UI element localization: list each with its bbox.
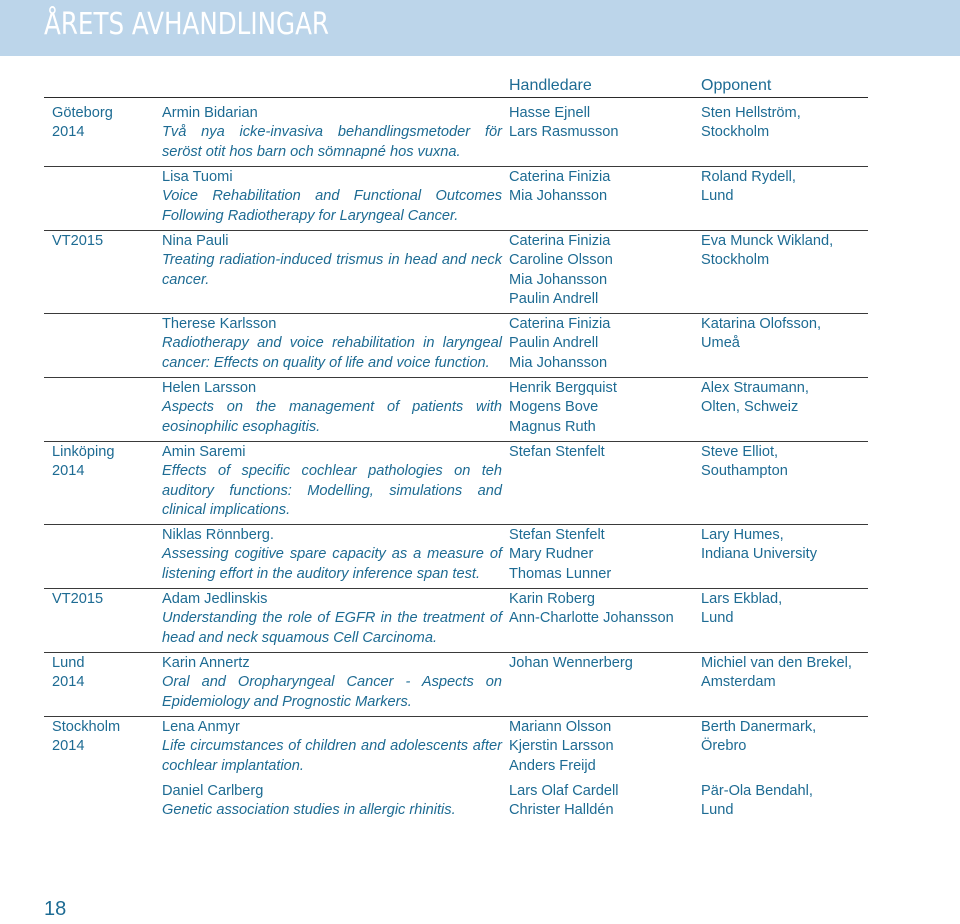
place-year: 2014	[52, 124, 85, 141]
supervisor-name: Lars Olaf Cardell	[509, 783, 619, 799]
supervisor-name: Henrik Bergquist	[509, 380, 617, 396]
thesis-title: Voice Rehabilitation and Functional Outcomes Following Radiotherapy for Laryngeal Cancer.	[162, 188, 502, 224]
row-divider	[44, 524, 868, 525]
opponent-cell	[701, 232, 881, 271]
table-row	[0, 441, 960, 524]
thesis-title: Life circumstances of children and adolescents after cochlear implantation.	[162, 738, 502, 774]
author-name: Niklas Rönnberg.	[162, 527, 274, 543]
table-row	[0, 102, 960, 166]
supervisor-cell	[509, 104, 694, 143]
opponent-cell	[701, 315, 881, 354]
thesis-title: Aspects on the management of patients with eosinophilic esophagitis.	[162, 399, 502, 435]
thesis-title: Radiotherapy and voice rehabilitation in laryngeal cancer: Effects on quality of life and voice function.	[162, 335, 502, 371]
place-name: VT2015	[52, 591, 104, 607]
supervisor-cell	[509, 782, 694, 821]
table-row	[0, 230, 960, 313]
row-divider	[44, 230, 868, 231]
opponent-cell	[701, 443, 881, 482]
thesis-cell	[162, 654, 502, 712]
supervisor-name: Johan Wennerberg	[509, 655, 633, 671]
thesis-cell	[162, 590, 502, 648]
author-name: Lisa Tuomi	[162, 169, 233, 185]
opponent-cell	[701, 654, 881, 693]
opponent-name: Steve Elliot,	[701, 444, 779, 460]
supervisor-cell	[509, 654, 694, 673]
opponent-location: Stockholm	[701, 124, 770, 141]
opponent-location: Amsterdam	[701, 674, 776, 691]
table-row	[0, 652, 960, 716]
opponent-cell	[701, 590, 881, 629]
place-year: 2014	[52, 463, 85, 480]
place-cell	[52, 104, 152, 143]
supervisor-name: Lars Rasmusson	[509, 124, 619, 141]
row-divider	[44, 716, 868, 717]
opponent-cell	[701, 168, 881, 207]
author-name: Armin Bidarian	[162, 105, 258, 121]
supervisor-name: Stefan Stenfelt	[509, 527, 605, 543]
thesis-cell	[162, 718, 502, 776]
place-name: Stockholm	[52, 719, 121, 735]
column-header-opponent: Opponent	[701, 77, 772, 94]
supervisor-name: Mariann Olsson	[509, 719, 612, 735]
opponent-location: Indiana University	[701, 546, 817, 563]
opponent-location: Umeå	[701, 335, 740, 352]
thesis-title: Assessing cogitive spare capacity as a measure of listening effort in the auditory inference span test.	[162, 546, 502, 582]
opponent-name: Eva Munck Wikland,	[701, 233, 834, 249]
supervisor-cell	[509, 232, 694, 310]
place-cell	[52, 654, 152, 693]
row-divider	[44, 377, 868, 378]
supervisor-name: Mia Johansson	[509, 188, 608, 205]
row-divider	[44, 166, 868, 167]
supervisor-name: Caterina Finizia	[509, 233, 611, 249]
opponent-name: Roland Rydell,	[701, 169, 796, 185]
table-row	[0, 313, 960, 377]
opponent-location: Lund	[701, 188, 734, 205]
table-row	[0, 524, 960, 588]
place-name: Göteborg	[52, 105, 113, 121]
opponent-cell	[701, 379, 881, 418]
table-row	[0, 716, 960, 780]
thesis-title: Effects of specific cochlear pathologies on teh auditory functions: Modelling, simulations and clinical implications.	[162, 463, 502, 519]
opponent-name: Pär-Ola Bendahl,	[701, 783, 813, 799]
opponent-name: Berth Danermark,	[701, 719, 817, 735]
author-name: Nina Pauli	[162, 233, 229, 249]
supervisor-name: Caroline Olsson	[509, 252, 613, 269]
author-name: Lena Anmyr	[162, 719, 240, 735]
thesis-title: Genetic association studies in allergic rhinitis.	[162, 802, 456, 819]
opponent-name: Alex Straumann,	[701, 380, 809, 396]
opponent-location: Örebro	[701, 738, 747, 755]
supervisor-name: Karin Roberg	[509, 591, 595, 607]
row-divider	[44, 441, 868, 442]
place-year: 2014	[52, 674, 85, 691]
place-name: VT2015	[52, 233, 104, 249]
supervisor-cell	[509, 168, 694, 207]
supervisor-name: Caterina Finizia	[509, 316, 611, 332]
opponent-name: Sten Hellström,	[701, 105, 801, 121]
thesis-cell	[162, 315, 502, 373]
supervisor-cell	[509, 718, 694, 776]
opponent-name: Lary Humes,	[701, 527, 784, 543]
supervisor-cell	[509, 526, 694, 584]
place-name: Lund	[52, 655, 85, 671]
supervisor-name: Hasse Ejnell	[509, 105, 591, 121]
place-cell	[52, 443, 152, 482]
place-name: Linköping	[52, 444, 115, 460]
opponent-location: Southampton	[701, 463, 788, 480]
page-header-band	[0, 0, 960, 56]
place-cell	[52, 590, 152, 609]
opponent-location: Olten, Schweiz	[701, 399, 799, 416]
supervisor-name: Anders Freijd	[509, 757, 596, 774]
supervisor-name: Magnus Ruth	[509, 418, 596, 435]
opponent-cell	[701, 104, 881, 143]
thesis-title: Understanding the role of EGFR in the treatment of head and neck squamous Cell Carcinoma.	[162, 610, 502, 646]
place-cell	[52, 232, 152, 251]
column-header-supervisor: Handledare	[509, 77, 592, 94]
thesis-cell	[162, 379, 502, 437]
thesis-title: Treating radiation-induced trismus in head and neck cancer.	[162, 252, 502, 288]
opponent-location: Stockholm	[701, 252, 770, 269]
opponent-cell	[701, 782, 881, 821]
supervisor-name: Mary Rudner	[509, 546, 594, 563]
supervisor-name: Paulin Andrell	[509, 291, 599, 308]
thesis-cell	[162, 232, 502, 290]
place-cell	[52, 718, 152, 757]
author-name: Helen Larsson	[162, 380, 257, 396]
author-name: Therese Karlsson	[162, 316, 277, 332]
thesis-cell	[162, 526, 502, 584]
table-row	[0, 166, 960, 230]
opponent-location: Lund	[701, 802, 734, 819]
thesis-cell	[162, 443, 502, 521]
opponent-cell	[701, 526, 881, 565]
opponent-name: Lars Ekblad,	[701, 591, 783, 607]
page-number: 18	[44, 898, 67, 920]
thesis-cell	[162, 168, 502, 226]
table-row	[0, 588, 960, 652]
opponent-cell	[701, 718, 881, 757]
supervisor-name: Kjerstin Larsson	[509, 738, 614, 755]
supervisor-cell	[509, 590, 694, 629]
opponent-location: Lund	[701, 610, 734, 627]
place-year: 2014	[52, 738, 85, 755]
opponent-name: Katarina Olofsson,	[701, 316, 822, 332]
author-name: Daniel Carlberg	[162, 783, 264, 799]
row-divider	[44, 652, 868, 653]
thesis-title: Två nya icke-invasiva behandlingsmetoder för seröst otit hos barn och sömnapné hos vuxna.	[162, 124, 502, 160]
row-divider	[44, 313, 868, 314]
supervisor-name: Mia Johansson	[509, 354, 608, 371]
supervisor-cell	[509, 443, 694, 462]
author-name: Karin Annertz	[162, 655, 250, 671]
supervisor-name: Mogens Bove	[509, 399, 599, 416]
thesis-table	[0, 102, 960, 828]
supervisor-name: Paulin Andrell	[509, 335, 599, 352]
supervisor-name: Thomas Lunner	[509, 565, 612, 582]
thesis-cell	[162, 782, 502, 821]
thesis-cell	[162, 104, 502, 162]
supervisor-name: Caterina Finizia	[509, 169, 611, 185]
row-divider	[44, 588, 868, 589]
supervisor-name: Christer Halldén	[509, 802, 614, 819]
author-name: Adam Jedlinskis	[162, 591, 268, 607]
table-row	[0, 780, 960, 828]
supervisor-name: Ann-Charlotte Johansson	[509, 610, 674, 627]
supervisor-cell	[509, 315, 694, 373]
thesis-title: Oral and Oropharyngeal Cancer - Aspects on Epidemiology and Prognostic Markers.	[162, 674, 502, 710]
page-title: ÅRETS AVHANDLINGAR	[44, 7, 330, 42]
header-rule	[44, 97, 868, 98]
author-name: Amin Saremi	[162, 444, 246, 460]
table-row	[0, 377, 960, 441]
supervisor-name: Stefan Stenfelt	[509, 444, 605, 460]
supervisor-cell	[509, 379, 694, 437]
supervisor-name: Mia Johansson	[509, 271, 608, 288]
opponent-name: Michiel van den Brekel,	[701, 655, 852, 671]
